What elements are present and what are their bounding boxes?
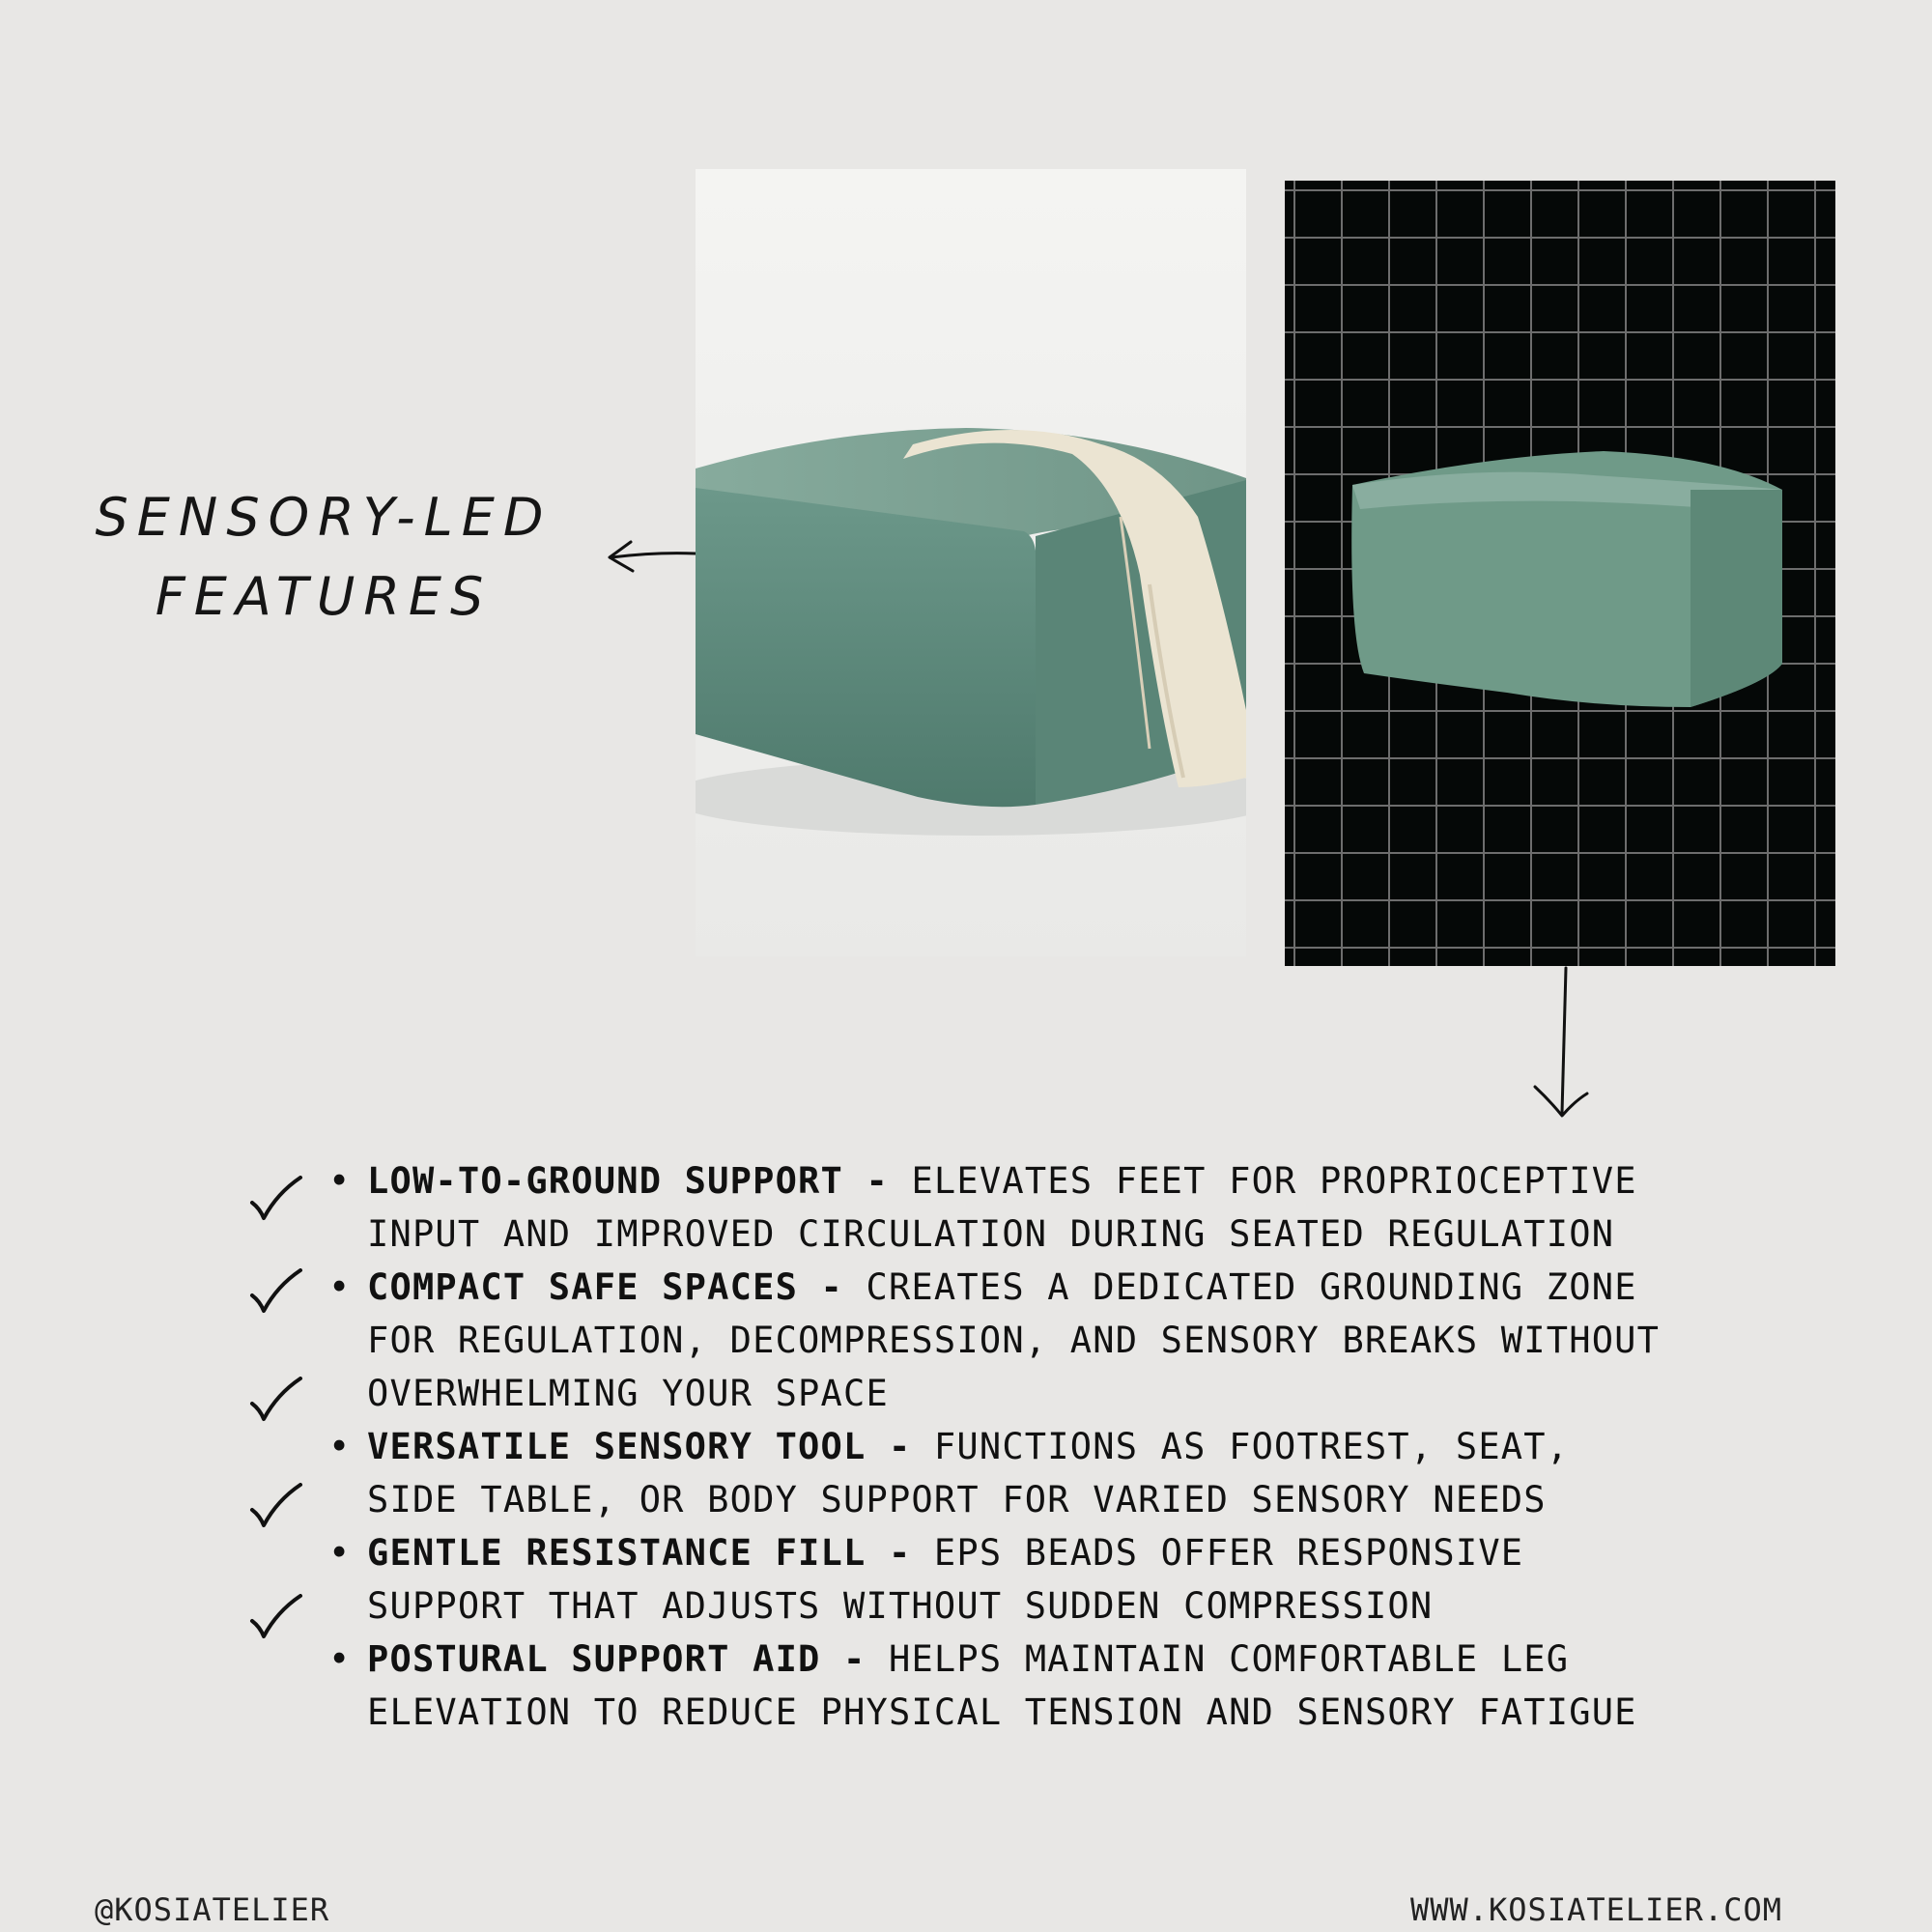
checkmark-icon xyxy=(246,1377,304,1425)
arrow-down-icon xyxy=(1521,966,1599,1125)
feature-item xyxy=(328,1526,1681,1633)
feature-name: GENTLE RESISTANCE FILL - xyxy=(367,1532,912,1574)
feature-text: INPUT AND IMPROVED CIRCULATION DURING SEATED REGULATION xyxy=(367,1213,1615,1255)
arrow-left-icon xyxy=(604,536,700,575)
feature-text: OVERWHELMING YOUR SPACE xyxy=(367,1373,889,1414)
feature-text: FOR REGULATION, DECOMPRESSION, AND SENSORY BREAKS WITHOUT xyxy=(367,1320,1661,1361)
feature-list xyxy=(328,1154,1681,1739)
feature-name: POSTURAL SUPPORT AID - xyxy=(367,1638,867,1680)
bullet-icon: • xyxy=(328,1638,352,1680)
checkmark-icon xyxy=(246,1483,304,1531)
checkmark-icon xyxy=(246,1594,304,1642)
title-line-2: FEATURES xyxy=(155,566,493,627)
product-photo-grid xyxy=(1285,181,1835,966)
bullet-icon: • xyxy=(328,1160,352,1202)
feature-item xyxy=(328,1420,1681,1526)
bullet-icon: • xyxy=(328,1426,352,1467)
feature-text: ELEVATION TO REDUCE PHYSICAL TENSION AND SENSORY FATIGUE xyxy=(367,1691,1637,1733)
checkmark-icon xyxy=(246,1268,304,1317)
feature-name: COMPACT SAFE SPACES - xyxy=(367,1266,843,1308)
page-title xyxy=(92,478,555,637)
feature-name: LOW-TO-GROUND SUPPORT - xyxy=(367,1160,889,1202)
feature-text: SUPPORT THAT ADJUSTS WITHOUT SUDDEN COMPRESSION xyxy=(367,1585,1434,1627)
feature-text: CREATES A DEDICATED GROUNDING ZONE xyxy=(866,1266,1637,1308)
feature-text: FUNCTIONS AS FOOTREST, SEAT, xyxy=(933,1426,1570,1467)
checkmark-icon xyxy=(246,1176,304,1224)
feature-item xyxy=(328,1633,1681,1739)
feature-text: ELEVATES FEET FOR PROPRIOCEPTIVE xyxy=(911,1160,1637,1202)
social-handle[interactable]: @KOSIATELIER xyxy=(95,1891,330,1928)
feature-text: SIDE TABLE, OR BODY SUPPORT FOR VARIED SENSORY NEEDS xyxy=(367,1479,1547,1520)
feature-text: EPS BEADS OFFER RESPONSIVE xyxy=(933,1532,1524,1574)
feature-text: HELPS MAINTAIN COMFORTABLE LEG xyxy=(888,1638,1570,1680)
feature-item xyxy=(328,1154,1681,1261)
feature-item xyxy=(328,1261,1681,1420)
website-link[interactable]: WWW.KOSIATELIER.COM xyxy=(1409,1891,1782,1928)
product-photo-throw xyxy=(696,169,1246,956)
title-line-1: SENSORY-LED xyxy=(95,487,553,548)
bullet-icon: • xyxy=(328,1266,352,1308)
bullet-icon: • xyxy=(328,1532,352,1574)
feature-name: VERSATILE SENSORY TOOL - xyxy=(367,1426,912,1467)
